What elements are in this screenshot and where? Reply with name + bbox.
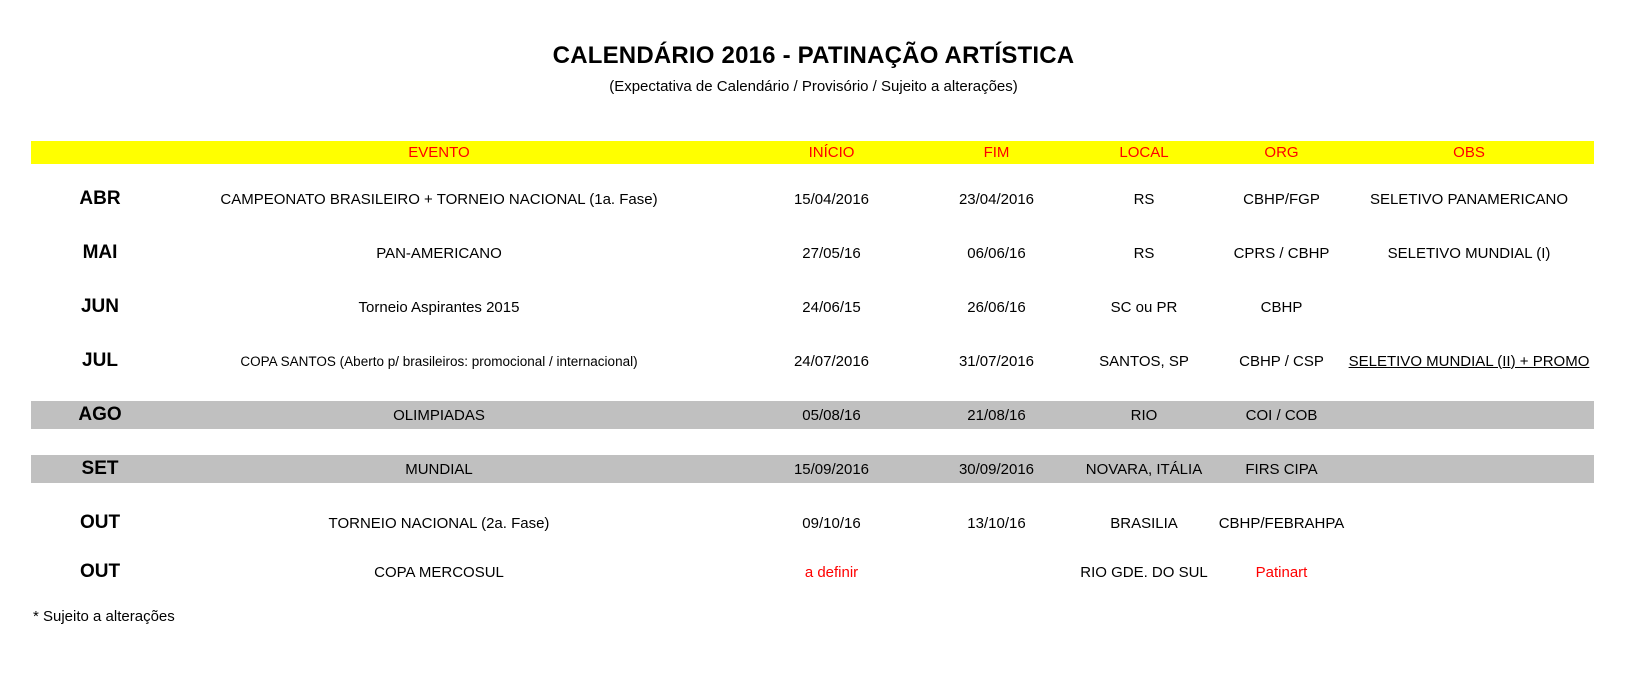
start-date-cell: 15/09/2016 — [793, 460, 870, 478]
start-date-cell: a definir — [804, 563, 859, 581]
notes-cell: SELETIVO MUNDIAL (II) + PROMO — [1348, 352, 1590, 370]
end-date-cell: 21/08/16 — [967, 406, 1026, 424]
start-date-cell: 24/06/15 — [802, 298, 861, 316]
event-cell: TORNEIO NACIONAL (2a. Fase) — [328, 514, 550, 532]
month-cell: AGO — [78, 404, 122, 425]
page-subtitle: (Expectativa de Calendário / Provisório / Sujeito a alterações) — [609, 78, 1018, 95]
notes-cell — [1344, 455, 1594, 483]
event-cell: MUNDIAL — [405, 460, 473, 478]
org-cell: CBHP — [1260, 298, 1303, 316]
header-start: INÍCIO — [808, 144, 855, 161]
month-cell: SET — [81, 458, 119, 479]
end-date-cell — [914, 559, 1079, 585]
org-cell: COI / COB — [1245, 406, 1318, 424]
header-notes: OBS — [1453, 144, 1485, 161]
event-cell: Torneio Aspirantes 2015 — [358, 298, 520, 316]
notes-cell — [1344, 559, 1594, 585]
start-date-cell: 27/05/16 — [802, 244, 861, 262]
header-org: ORG — [1264, 144, 1299, 161]
end-date-cell: 26/06/16 — [967, 298, 1026, 316]
location-cell: RIO GDE. DO SUL — [1080, 563, 1208, 581]
table-row — [31, 401, 1594, 429]
notes-cell — [1344, 510, 1594, 536]
header-month — [31, 141, 169, 164]
table-row — [31, 348, 1594, 374]
table-row — [31, 559, 1594, 585]
table-row — [31, 240, 1594, 266]
event-cell: CAMPEONATO BRASILEIRO + TORNEIO NACIONAL (1a. Fase) — [220, 190, 658, 208]
org-cell: CPRS / CBHP — [1233, 244, 1330, 262]
header-end: FIM — [983, 144, 1010, 161]
end-date-cell: 30/09/2016 — [958, 460, 1035, 478]
footnote: * Sujeito a alterações — [33, 608, 175, 625]
start-date-cell: 09/10/16 — [802, 514, 861, 532]
table-row — [31, 510, 1594, 536]
org-cell: CBHP/FEBRAHPA — [1218, 514, 1345, 532]
month-cell: JUL — [82, 350, 118, 371]
table-row — [31, 186, 1594, 212]
location-cell: BRASILIA — [1110, 514, 1178, 532]
end-date-cell: 31/07/2016 — [958, 352, 1035, 370]
start-date-cell: 05/08/16 — [802, 406, 861, 424]
location-cell: SC ou PR — [1110, 298, 1178, 316]
location-cell: RS — [1133, 244, 1155, 262]
table-row — [31, 455, 1594, 483]
event-cell: COPA SANTOS (Aberto p/ brasileiros: promocional / internacional) — [240, 353, 638, 369]
month-cell: MAI — [82, 242, 118, 263]
location-cell: NOVARA, ITÁLIA — [1085, 460, 1203, 478]
location-cell: RIO — [1130, 406, 1158, 424]
notes-cell — [1344, 401, 1594, 429]
location-cell: SANTOS, SP — [1099, 352, 1189, 370]
month-cell: OUT — [79, 512, 121, 533]
notes-cell — [1344, 294, 1594, 320]
end-date-cell: 13/10/16 — [967, 514, 1026, 532]
header-location: LOCAL — [1119, 144, 1169, 161]
notes-cell: SELETIVO PANAMERICANO — [1369, 190, 1569, 208]
month-cell: OUT — [79, 561, 121, 582]
start-date-cell: 24/07/2016 — [793, 352, 870, 370]
event-cell: OLIMPIADAS — [393, 406, 485, 424]
table-row — [31, 294, 1594, 320]
end-date-cell: 23/04/2016 — [958, 190, 1035, 208]
location-cell: RS — [1133, 190, 1155, 208]
org-cell: CBHP/FGP — [1243, 190, 1320, 208]
page-title: CALENDÁRIO 2016 - PATINAÇÃO ARTÍSTICA — [552, 42, 1075, 69]
org-cell: CBHP / CSP — [1239, 352, 1324, 370]
table-header-row — [31, 141, 1594, 164]
org-cell: Patinart — [1255, 563, 1308, 581]
org-cell: FIRS CIPA — [1245, 460, 1318, 478]
notes-cell: SELETIVO MUNDIAL (I) — [1387, 244, 1551, 262]
end-date-cell: 06/06/16 — [967, 244, 1026, 262]
month-cell: ABR — [79, 188, 121, 209]
month-cell: JUN — [80, 296, 119, 317]
event-cell: PAN-AMERICANO — [376, 244, 502, 262]
header-event: EVENTO — [408, 144, 470, 161]
start-date-cell: 15/04/2016 — [793, 190, 870, 208]
event-cell: COPA MERCOSUL — [374, 563, 504, 581]
